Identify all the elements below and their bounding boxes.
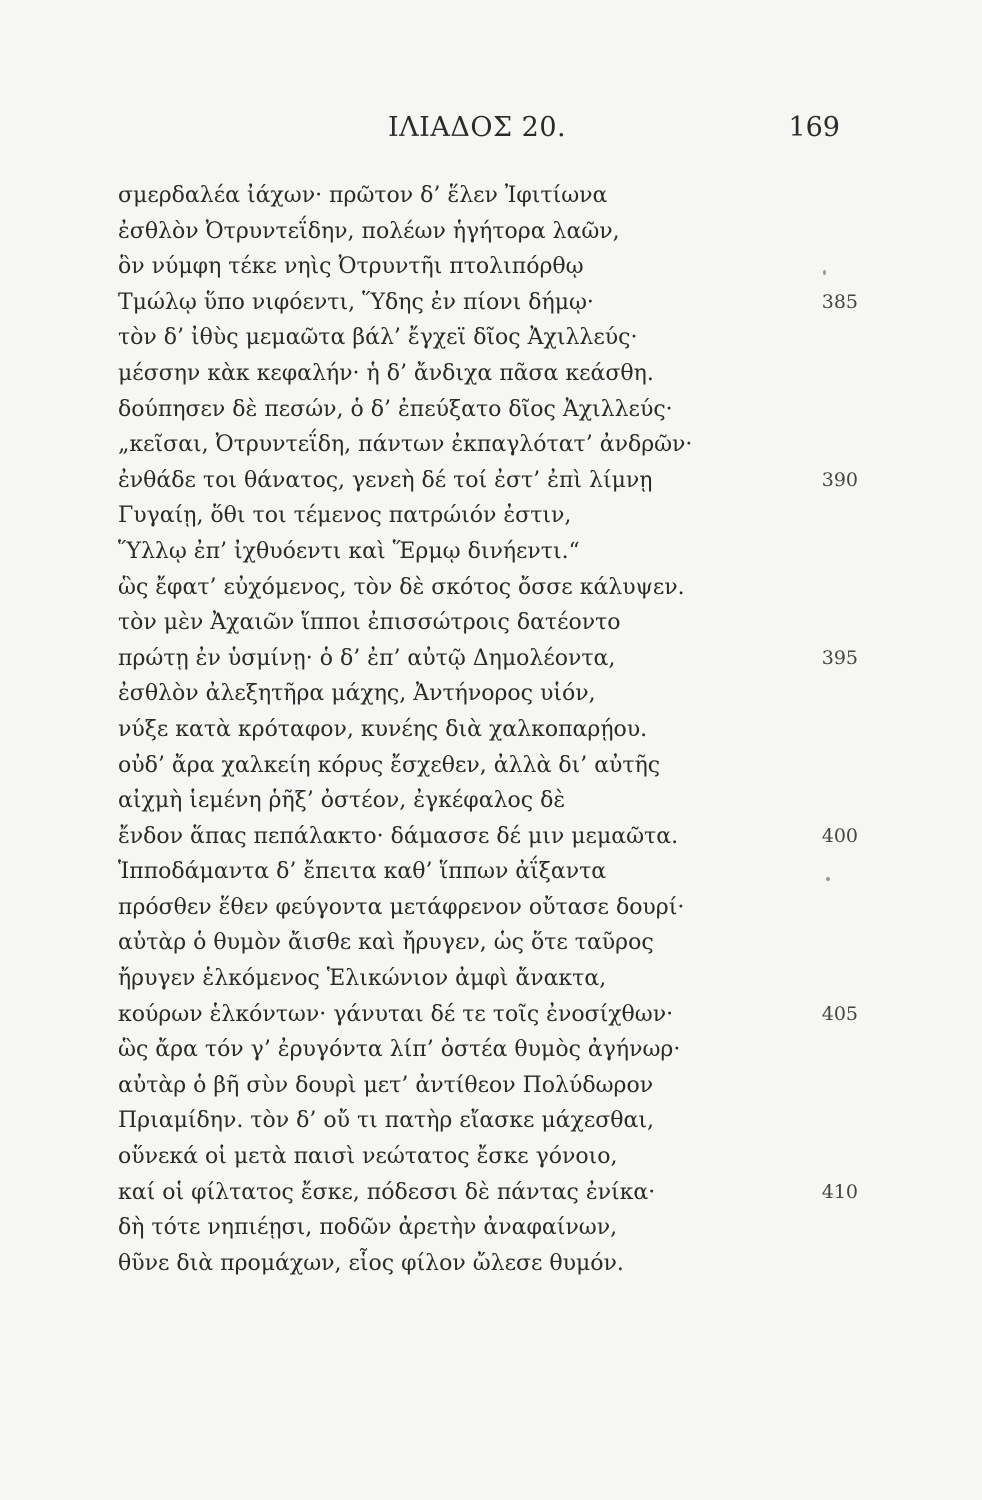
verse-line bbox=[118, 1210, 858, 1246]
verse-text: ἐνθάδε τοι θάνατος, γενεὴ δέ τοί ἐστ’ ἐπὶ λίμνῃ bbox=[118, 467, 653, 493]
line-number: 400 bbox=[821, 824, 858, 847]
verse-line bbox=[118, 605, 858, 641]
verse-text: οὐδ’ ἄρα χαλκείη κόρυς ἔσχεθεν, ἀλλὰ δι’ αὐτῆς bbox=[118, 752, 661, 778]
verse-text: οὕνεκά οἱ μετὰ παισὶ νεώτατος ἔσκε γόνοιο, bbox=[118, 1144, 618, 1170]
verse-text: ἤρυγεν ἑλκόμενος Ἑλικώνιον ἀμφὶ ἄνακτα, bbox=[118, 966, 607, 992]
running-head bbox=[120, 112, 840, 152]
paper-speck bbox=[823, 270, 826, 275]
line-number: 395 bbox=[821, 646, 858, 669]
verse-line bbox=[118, 249, 858, 285]
verse-line bbox=[118, 925, 858, 961]
verse-line bbox=[118, 819, 858, 855]
verse-line bbox=[118, 498, 858, 534]
page-title: ΙΛΙΑΔΟΣ 20. bbox=[388, 112, 567, 143]
verse-text: ὣς ἔφατ’ εὐχόμενος, τὸν δὲ σκότος ὄσσε κάλυψεν. bbox=[118, 574, 685, 600]
verse-line bbox=[118, 712, 858, 748]
line-number: 410 bbox=[821, 1180, 858, 1203]
verse-text: Τμώλῳ ὕπο νιφόεντι, Ὕδης ἐν πίονι δήμῳ· bbox=[118, 289, 594, 315]
verse-line bbox=[118, 392, 858, 428]
verse-text: Ὕλλῳ ἐπ’ ἰχθυόεντι καὶ Ἕρμῳ δινήεντι.“ bbox=[118, 538, 580, 564]
verse-block bbox=[118, 178, 858, 1281]
verse-line bbox=[118, 1103, 858, 1139]
verse-line bbox=[118, 997, 858, 1033]
verse-line bbox=[118, 748, 858, 784]
verse-text: αὐτὰρ ὁ βῆ σὺν δουρὶ μετ’ ἀντίθεον Πολύδωρον bbox=[118, 1072, 654, 1098]
verse-text: σμερδαλέα ἰάχων· πρῶτον δ’ ἕλεν Ἰφιτίωνα bbox=[118, 183, 608, 208]
verse-text: ὃν νύμφη τέκε νηὶς Ὀτρυντῆι πτολιπόρθῳ bbox=[118, 254, 584, 280]
verse-text: πρόσθεν ἕθεν φεύγοντα μετάφρενον οὔτασε δουρί· bbox=[118, 894, 685, 920]
verse-text: Γυγαίῃ, ὅθι τοι τέμενος πατρώιόν ἐστιν, bbox=[118, 503, 572, 529]
verse-line bbox=[118, 463, 858, 499]
verse-text: νύξε κατὰ κρόταφον, κυνέης διὰ χαλκοπαρῄου. bbox=[118, 716, 648, 742]
verse-text: ἐσθλὸν ἀλεξητῆρα μάχης, Ἀντήνορος υἱόν, bbox=[118, 681, 596, 707]
verse-line bbox=[118, 1139, 858, 1175]
verse-text: κούρων ἑλκόντων· γάνυται δέ τε τοῖς ἐνοσίχθων· bbox=[118, 1001, 674, 1027]
verse-text: καί οἱ φίλτατος ἔσκε, πόδεσσι δὲ πάντας ἐνίκα· bbox=[118, 1179, 656, 1205]
verse-line bbox=[118, 534, 858, 570]
verse-line bbox=[118, 570, 858, 606]
verse-text: ἔνδον ἅπας πεπάλακτο· δάμασσε δέ μιν μεμαῶτα. bbox=[118, 823, 679, 849]
verse-line bbox=[118, 961, 858, 997]
verse-line bbox=[118, 854, 858, 890]
verse-line bbox=[118, 1175, 858, 1211]
verse-text: αἰχμὴ ἱεμένη ῥῆξ’ ὀστέον, ἐγκέφαλος δὲ bbox=[118, 788, 566, 814]
verse-text: ἐσθλὸν Ὀτρυντεΐδην, πολέων ἡγήτορα λαῶν, bbox=[118, 218, 620, 244]
verse-text: ὣς ἄρα τόν γ’ ἐρυγόντα λίπ’ ὀστέα θυμὸς ἀγήνωρ· bbox=[118, 1037, 681, 1063]
verse-line bbox=[118, 214, 858, 250]
verse-text: πρώτῃ ἐν ὑσμίνῃ· ὁ δ’ ἐπ’ αὐτῷ Δημολέοντα, bbox=[118, 645, 616, 671]
verse-text: τὸν μὲν Ἀχαιῶν ἵπποι ἐπισσώτροις δατέοντο bbox=[118, 610, 621, 636]
page-number: 169 bbox=[788, 112, 840, 143]
paper-speck bbox=[826, 877, 830, 881]
verse-line bbox=[118, 178, 858, 214]
verse-line bbox=[118, 890, 858, 926]
verse-line bbox=[118, 427, 858, 463]
verse-line bbox=[118, 285, 858, 321]
verse-text: θῦνε διὰ προμάχων, εἷος φίλον ὤλεσε θυμόν. bbox=[118, 1250, 624, 1276]
verse-text: δὴ τότε νηπιέῃσι, ποδῶν ἀρετὴν ἀναφαίνων, bbox=[118, 1215, 618, 1241]
verse-text: αὐτὰρ ὁ θυμὸν ἄισθε καὶ ἤρυγεν, ὡς ὅτε ταῦρος bbox=[118, 930, 654, 956]
verse-line bbox=[118, 676, 858, 712]
verse-line bbox=[118, 1246, 858, 1282]
verse-line bbox=[118, 641, 858, 677]
verse-line bbox=[118, 783, 858, 819]
verse-text: μέσσην κὰκ κεφαλήν· ἡ δ’ ἄνδιχα πᾶσα κεάσθη. bbox=[118, 360, 654, 386]
verse-line bbox=[118, 1068, 858, 1104]
verse-text: Πριαμίδην. τὸν δ’ οὔ τι πατὴρ εἴασκε μάχεσθαι, bbox=[118, 1108, 654, 1134]
line-number: 390 bbox=[821, 468, 858, 491]
verse-text: „κεῖσαι, Ὀτρυντεΐδη, πάντων ἐκπαγλότατ’ ἀνδρῶν· bbox=[118, 432, 693, 458]
verse-text: τὸν δ’ ἰθὺς μεμαῶτα βάλ’ ἔγχεϊ δῖος Ἀχιλλεύς· bbox=[118, 325, 638, 351]
verse-line bbox=[118, 356, 858, 392]
verse-line bbox=[118, 320, 858, 356]
line-number: 385 bbox=[821, 290, 858, 313]
verse-text: Ἱπποδάμαντα δ’ ἔπειτα καθ’ ἵππων ἀΐξαντα bbox=[118, 859, 607, 885]
line-number: 405 bbox=[821, 1002, 858, 1025]
verse-text: δούπησεν δὲ πεσών, ὁ δ’ ἐπεύξατο δῖος Ἀχιλλεύς· bbox=[118, 396, 673, 422]
verse-line bbox=[118, 1032, 858, 1068]
